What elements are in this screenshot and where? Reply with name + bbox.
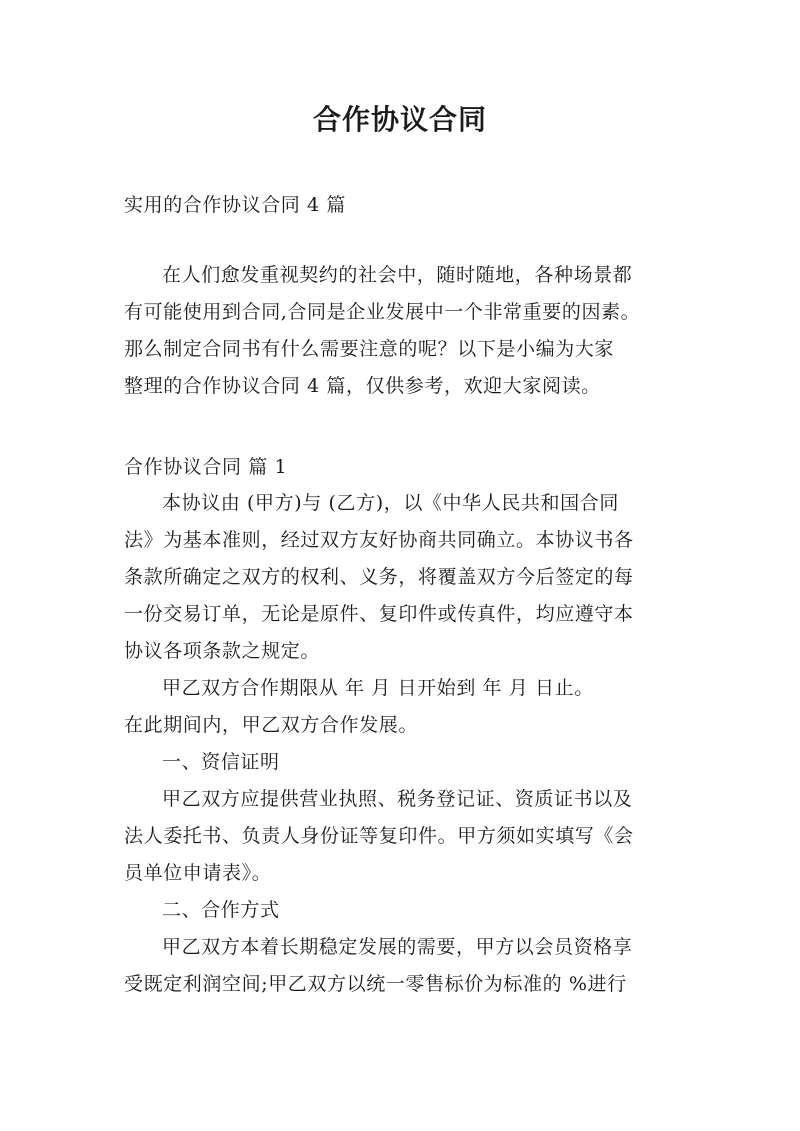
intro-line: 那么制定合同书有什么需要注意的呢？以下是小编为大家 xyxy=(124,338,615,360)
intro-line: 有可能使用到合同,合同是企业发展中一个非常重要的因素。 xyxy=(124,301,641,323)
body-line: 法》为基本准则，经过双方友好协商共同确立。本协议书各 xyxy=(124,529,634,551)
body-line: 条款所确定之双方的权利、义务，将覆盖双方今后签定的每 xyxy=(124,566,634,588)
section-heading: 合作协议合同 篇 1 xyxy=(124,456,288,478)
body-line: 员单位申请表》。 xyxy=(124,862,272,884)
body-line: 协议各项条款之规定。 xyxy=(124,640,321,662)
body-line: 甲乙双方本着长期稳定发展的需要，甲方以会员资格享 xyxy=(162,936,633,958)
body-line: 一份交易订单，无论是原件、复印件或传真件，均应遵守本 xyxy=(124,603,634,625)
document-subtitle: 实用的合作协议合同 4 篇 xyxy=(124,194,346,216)
body-line: 受既定利润空间;甲乙双方以统一零售标价为标准的 %进行 xyxy=(124,973,627,995)
body-line: 本协议由 (甲方)与 (乙方)，以《中华人民共和国合同 xyxy=(162,492,619,514)
document-title: 合作协议合同 xyxy=(312,103,487,136)
body-line: 甲乙双方合作期限从 年 月 日开始到 年 月 日止。 xyxy=(162,677,594,699)
intro-line: 整理的合作协议合同 4 篇，仅供参考，欢迎大家阅读。 xyxy=(124,375,601,397)
body-line: 在此期间内，甲乙双方合作发展。 xyxy=(124,714,419,736)
body-line: 法人委托书、负责人身份证等复印件。甲方须如实填写《会 xyxy=(124,825,634,847)
clause-heading: 二、合作方式 xyxy=(162,899,280,921)
intro-line: 在人们愈发重视契约的社会中，随时随地，各种场景都 xyxy=(162,264,633,286)
body-line: 甲乙双方应提供营业执照、税务登记证、资质证书以及 xyxy=(162,788,633,810)
clause-heading: 一、资信证明 xyxy=(162,751,280,773)
